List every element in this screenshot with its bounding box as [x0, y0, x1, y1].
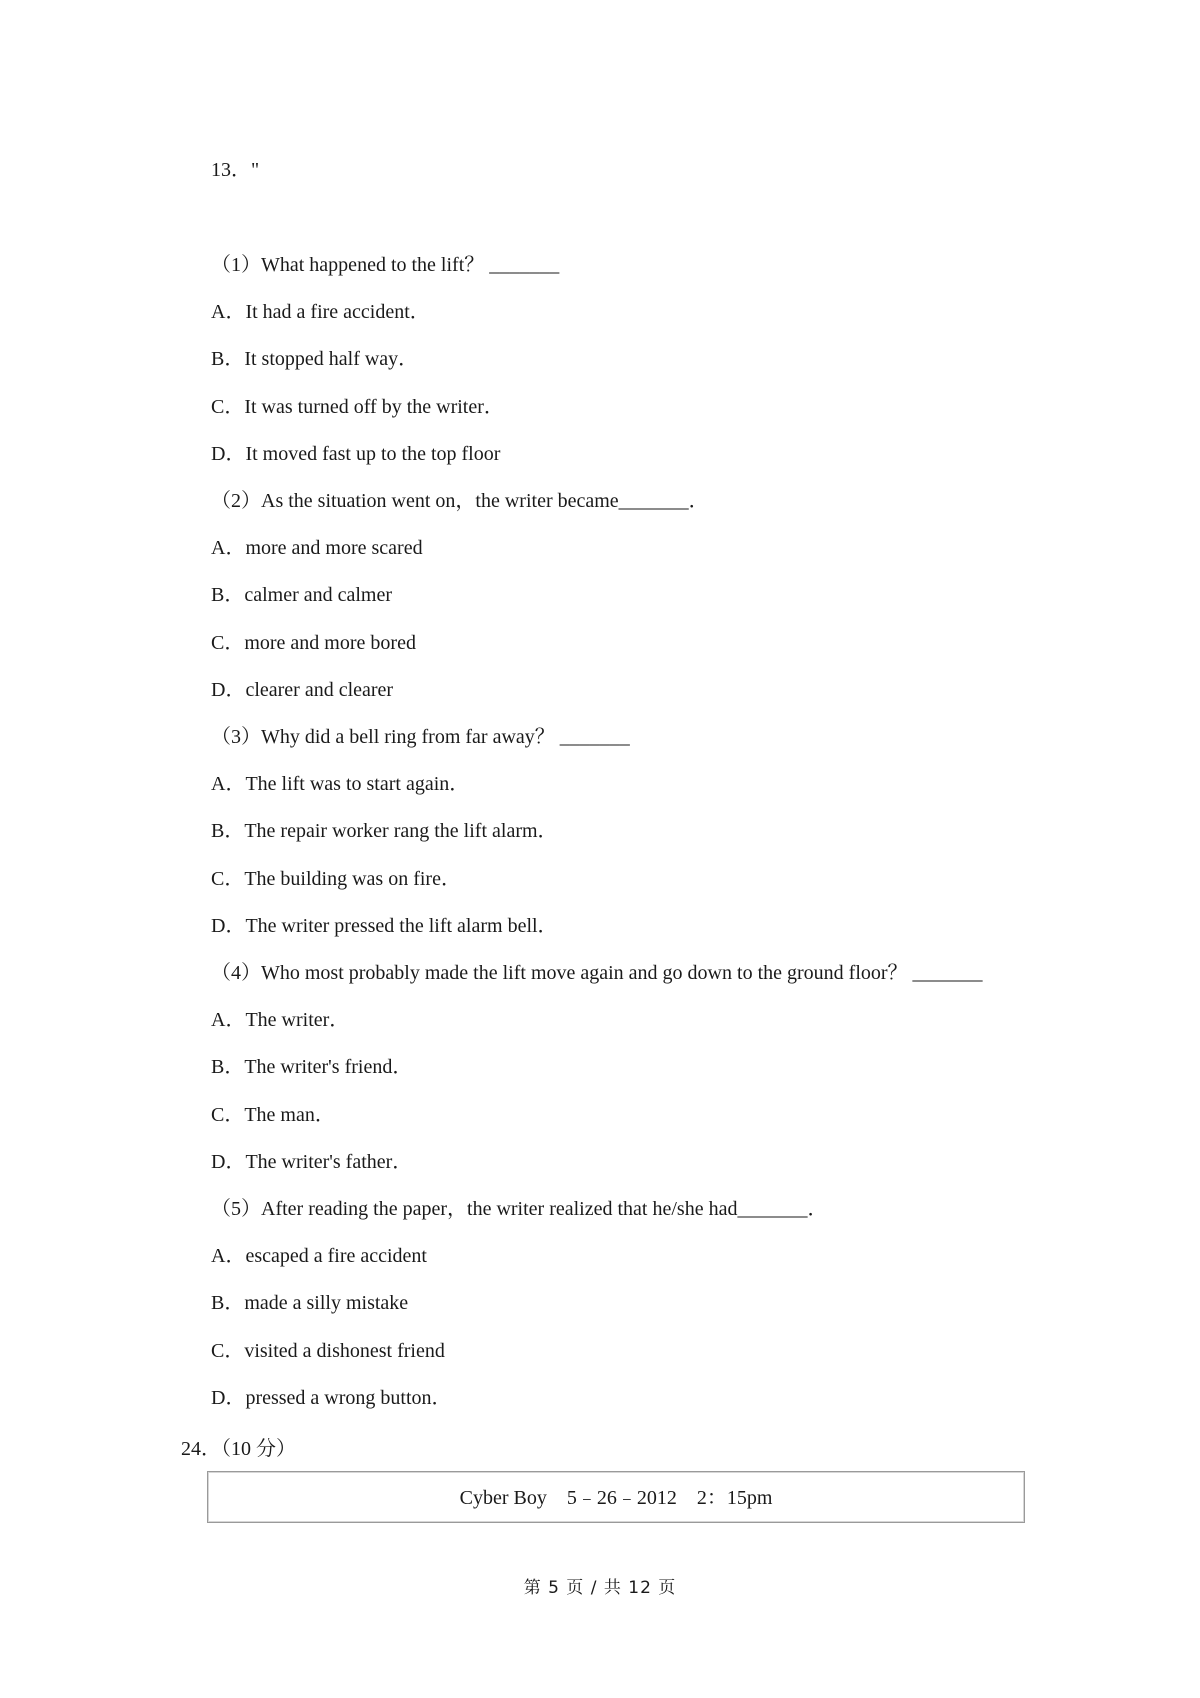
answer-option: A．It had a fire accident． — [211, 301, 430, 323]
answer-option: B．made a silly mistake — [211, 1292, 409, 1314]
subquestion-prompt: （2）As the situation went on，the writer became_______． — [211, 490, 709, 512]
answer-option: C．The building was on fire． — [211, 868, 461, 890]
answer-option: B．It stopped half way． — [211, 348, 419, 370]
answer-option: D．It moved fast up to the top floor — [211, 443, 501, 465]
answer-option: D．clearer and clearer — [211, 679, 394, 701]
answer-option: C．It was turned off by the writer． — [211, 396, 504, 418]
subquestion-prompt: （4）Who most probably made the lift move again and go down to the ground floor？ _______ — [211, 962, 983, 984]
answer-option: A．escaped a fire accident — [211, 1245, 427, 1267]
answer-option: A．The writer． — [211, 1009, 350, 1031]
answer-option: A．The lift was to start again． — [211, 773, 470, 795]
page-footer: 第 5 页 / 共 12 页 — [523, 1578, 677, 1598]
answer-option: B．calmer and calmer — [211, 584, 393, 606]
info-table-cell: Cyber Boy 5﹣26﹣2012 2：15pm — [459, 1487, 773, 1509]
answer-option: C．more and more bored — [211, 632, 416, 654]
subquestion-prompt: （1）What happened to the lift？ _______ — [211, 254, 560, 276]
subquestion-prompt: （3）Why did a bell ring from far away？ _______ — [211, 726, 630, 748]
answer-option: D．The writer pressed the lift alarm bell． — [211, 915, 558, 937]
subquestion-prompt: （5）After reading the paper，the writer realized that he/she had_______． — [211, 1198, 828, 1220]
answer-option: B．The writer's friend． — [211, 1056, 413, 1078]
question-number: 13．" — [211, 159, 260, 181]
answer-option: D．The writer's father． — [211, 1151, 413, 1173]
answer-option: C．The man． — [211, 1104, 335, 1126]
answer-option: B．The repair worker rang the lift alarm． — [211, 820, 558, 842]
info-table — [207, 1471, 1025, 1523]
answer-option: D．pressed a wrong button． — [211, 1387, 452, 1409]
question-24-header: 24．（10 分） — [181, 1438, 296, 1460]
answer-option: A．more and more scared — [211, 537, 423, 559]
answer-option: C．visited a dishonest friend — [211, 1340, 445, 1362]
